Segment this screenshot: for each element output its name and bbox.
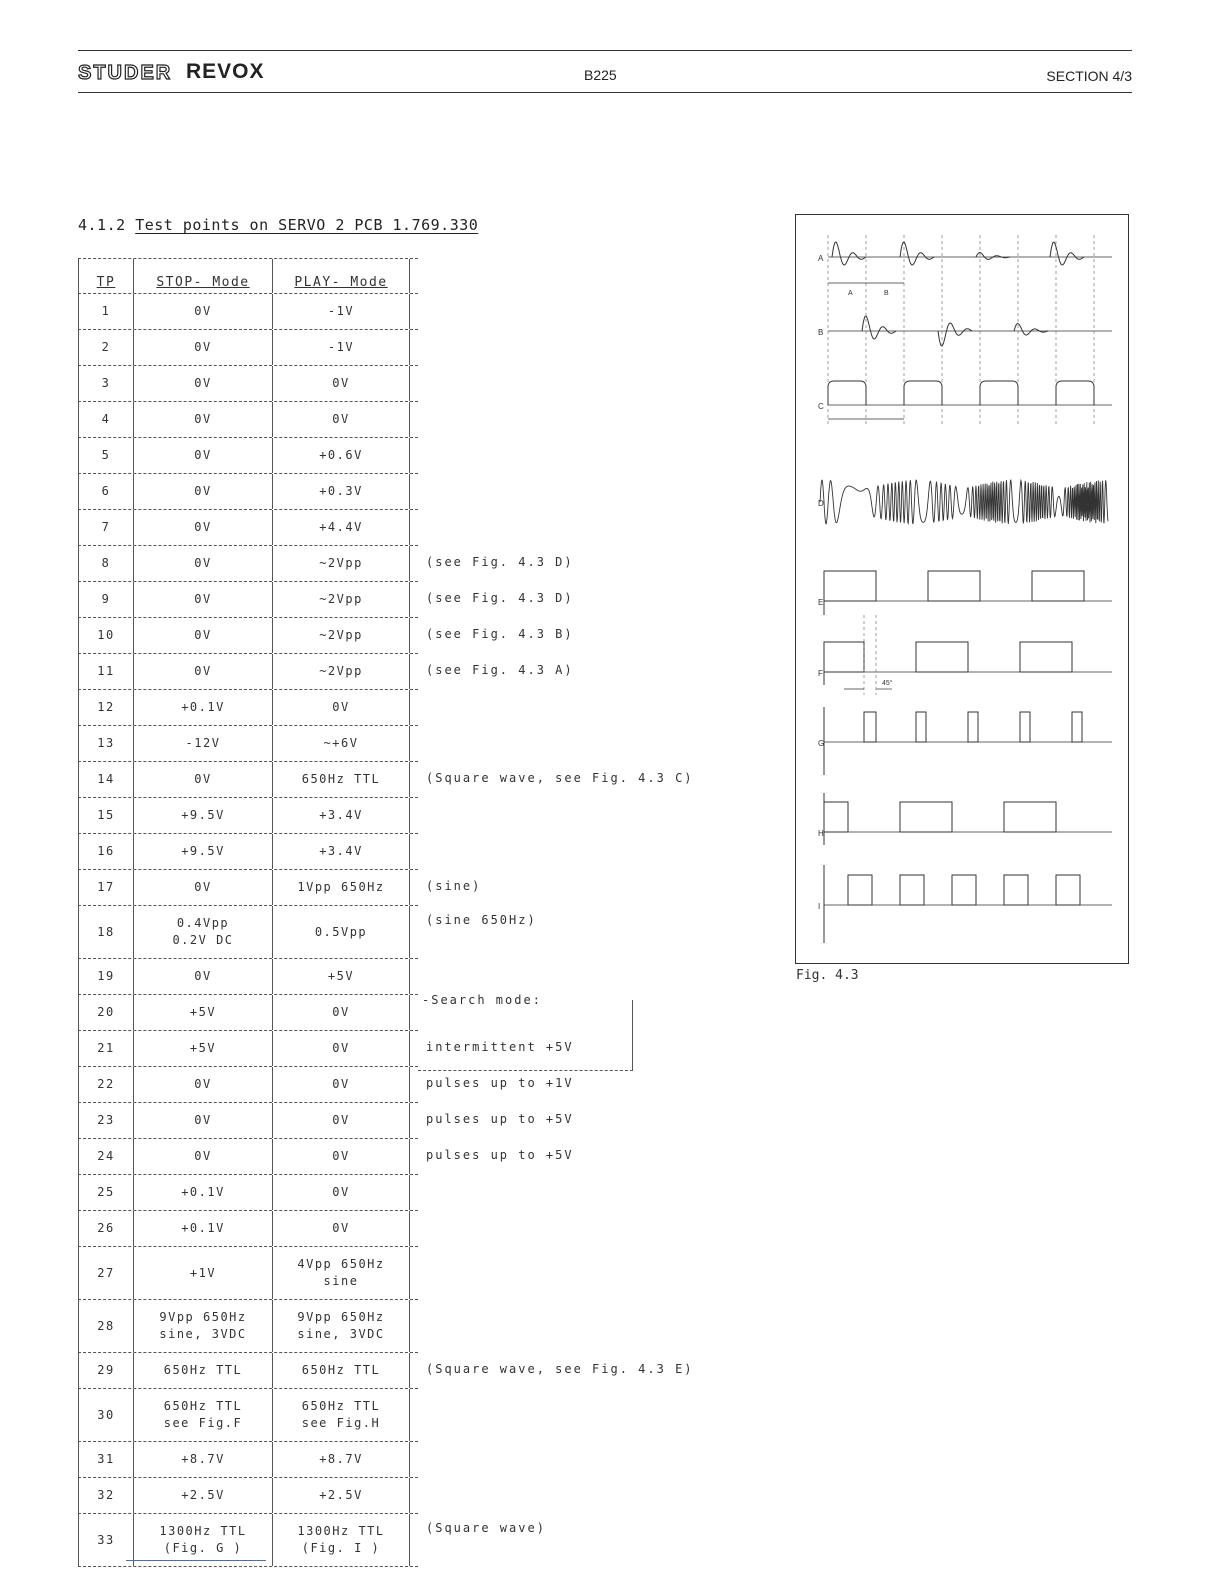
trace-i-pulse [1004, 875, 1028, 905]
cell-stop-mode-line: +0.1V [181, 1221, 225, 1235]
cell-stop-mode-line: 650Hz TTL [163, 1363, 243, 1377]
section-heading-number: 4.1.2 [78, 216, 126, 234]
cell-play-mode-line: ~2Vpp [319, 628, 363, 642]
trace-b-waveform [862, 316, 896, 339]
trace-c-pulse [828, 381, 866, 405]
cell-tp: 32 [79, 1478, 134, 1513]
cell-play-mode-line: 650Hz TTL [301, 772, 381, 786]
search-mode-label: -Search mode: [422, 993, 546, 1007]
cell-tp: 6 [79, 474, 134, 509]
table-row [78, 1300, 418, 1353]
cell-play-mode-line: 0V [332, 376, 350, 390]
cell-play-mode-line: 1Vpp 650Hz [297, 880, 385, 894]
trace-f-pulse [1020, 642, 1072, 672]
cell-play-mode [273, 870, 410, 905]
trace-i-pulse [952, 875, 976, 905]
cell-play-mode-line: +5V [327, 969, 355, 983]
table-row [78, 690, 418, 726]
section-heading-title: Test points on SERVO 2 PCB 1.769.330 [135, 216, 479, 234]
cell-play-mode-line: +3.4V [319, 844, 363, 858]
row-note: pulses up to +5V [426, 1147, 574, 1162]
cell-tp: 28 [79, 1300, 134, 1352]
cell-stop-mode [134, 1103, 273, 1138]
trace-b-waveform [938, 323, 972, 346]
cell-play-mode [273, 546, 410, 581]
cell-stop-mode [134, 618, 273, 653]
cell-stop-mode [134, 1442, 273, 1477]
cell-play-mode-line: -1V [327, 340, 355, 354]
trace-g-pulse [1072, 712, 1082, 742]
cell-play-mode-line: 0V [332, 1077, 350, 1091]
cell-stop-mode [134, 959, 273, 994]
cell-tp: 31 [79, 1442, 134, 1477]
cell-play-mode [273, 294, 410, 329]
cell-play-mode-line: 0V [332, 1041, 350, 1055]
trace-label-i: I [818, 902, 821, 911]
cell-play-mode [273, 1211, 410, 1246]
table-row [78, 1247, 418, 1300]
row-note: intermittent +5V [426, 1039, 574, 1054]
cell-play-mode-line: 0V [332, 1005, 350, 1019]
cell-stop-mode [134, 546, 273, 581]
cell-stop-mode-line: 0V [194, 304, 212, 318]
cell-stop-mode-line: -12V [185, 736, 221, 750]
cell-stop-mode [134, 402, 273, 437]
cell-tp: 14 [79, 762, 134, 797]
cell-stop-mode [134, 762, 273, 797]
cell-tp: 16 [79, 834, 134, 869]
footer-rule [126, 1560, 266, 1561]
cell-tp: 26 [79, 1211, 134, 1246]
cell-stop-mode-line: 1300Hz TTL [159, 1524, 247, 1538]
cell-play-mode [273, 654, 410, 689]
cell-play-mode [273, 474, 410, 509]
table-row [78, 906, 418, 959]
cell-tp: 18 [79, 906, 134, 958]
table-row [78, 1442, 418, 1478]
cell-stop-mode-line: +1V [189, 1265, 217, 1280]
cell-tp: 3 [79, 366, 134, 401]
cell-stop-mode [134, 726, 273, 761]
cell-stop-mode-line: +8.7V [181, 1452, 225, 1466]
cell-play-mode-line: +2.5V [319, 1488, 363, 1502]
table-row [78, 582, 418, 618]
cell-stop-mode-line: 0V [194, 412, 212, 426]
table-header-row [78, 259, 418, 294]
cell-stop-mode-line: 650Hz TTL [163, 1399, 243, 1413]
cell-play-mode-line: 0V [332, 1185, 350, 1199]
cell-stop-mode-line: 0V [194, 880, 212, 894]
table-row [78, 618, 418, 654]
table-row [78, 510, 418, 546]
cell-stop-mode [134, 510, 273, 545]
trace-e-pulse [928, 571, 980, 601]
cell-play-mode-line: 650Hz TTL [301, 1363, 381, 1377]
trace-i-pulse [848, 875, 872, 905]
cell-play-mode [273, 834, 410, 869]
interval-label: B [884, 290, 889, 297]
trace-d-waveform [820, 480, 1108, 524]
row-note: (Square wave, see Fig. 4.3 C) [426, 770, 694, 785]
table-row [78, 546, 418, 582]
cell-stop-mode [134, 834, 273, 869]
cell-tp: 24 [79, 1139, 134, 1174]
table-row [78, 762, 418, 798]
cell-tp: 22 [79, 1067, 134, 1102]
table-row [78, 726, 418, 762]
cell-tp: 25 [79, 1175, 134, 1210]
table-row [78, 402, 418, 438]
trace-label-c: C [818, 402, 824, 411]
cell-stop-mode [134, 654, 273, 689]
table-row [78, 834, 418, 870]
table-row [78, 474, 418, 510]
cell-tp: 20 [79, 995, 134, 1030]
cell-play-mode [273, 366, 410, 401]
cell-play-mode-line: 0V [332, 700, 350, 714]
cell-stop-mode-line: 0V [194, 376, 212, 390]
cell-play-mode-line: sine [323, 1274, 359, 1288]
row-note: (see Fig. 4.3 A) [426, 662, 574, 677]
trace-h-pulse [824, 802, 848, 832]
cell-play-mode-line: 9Vpp 650Hz [297, 1310, 385, 1324]
cell-play-mode [273, 510, 410, 545]
cell-stop-mode-line: +5V [189, 1005, 217, 1019]
cell-play-mode-line: +0.6V [319, 448, 363, 462]
column-header-tp: TP [79, 259, 134, 293]
cell-tp: 19 [79, 959, 134, 994]
table-row [78, 1031, 418, 1067]
cell-stop-mode [134, 366, 273, 401]
table-row [78, 438, 418, 474]
row-note: (see Fig. 4.3 B) [426, 626, 574, 641]
cell-tp: 13 [79, 726, 134, 761]
cell-play-mode [273, 1353, 410, 1388]
cell-play-mode [273, 726, 410, 761]
cell-play-mode-line: ~+6V [323, 736, 359, 750]
table-row [78, 1139, 418, 1175]
trace-g-pulse [968, 712, 978, 742]
cell-play-mode-line: ~2Vpp [319, 592, 363, 606]
cell-stop-mode-line: +5V [189, 1041, 217, 1055]
waveform-diagram [796, 215, 1128, 963]
cell-stop-mode [134, 1478, 273, 1513]
cell-stop-mode-line: +9.5V [181, 808, 225, 822]
cell-play-mode [273, 1139, 410, 1174]
cell-tp: 21 [79, 1031, 134, 1066]
cell-play-mode-line: ~2Vpp [319, 556, 363, 570]
table-row [78, 1353, 418, 1389]
cell-play-mode-line: -1V [327, 304, 355, 318]
cell-stop-mode-line: +2.5V [181, 1488, 225, 1502]
table-row [78, 654, 418, 690]
cell-stop-mode [134, 1389, 273, 1441]
studer-logo: STUDER [78, 62, 173, 84]
revox-logo: REVOX [186, 60, 265, 83]
cell-stop-mode-line: (Fig. G ) [163, 1541, 243, 1555]
cell-tp: 29 [79, 1353, 134, 1388]
cell-play-mode [273, 1300, 410, 1352]
row-note: (sine) [426, 878, 482, 893]
trace-c-pulse [980, 381, 1018, 405]
trace-f-pulse [824, 642, 864, 672]
trace-label-e: E [818, 598, 824, 607]
trace-e-pulse [824, 571, 876, 601]
cell-tp: 2 [79, 330, 134, 365]
row-note: (see Fig. 4.3 D) [426, 590, 574, 605]
cell-stop-mode [134, 1139, 273, 1174]
cell-play-mode-line: 1300Hz TTL [297, 1524, 385, 1538]
section-number: SECTION 4/3 [1046, 68, 1132, 84]
cell-stop-mode-line: 0V [194, 448, 212, 462]
waveform-figure [795, 214, 1129, 964]
row-note: (Square wave) [426, 1521, 546, 1535]
cell-stop-mode-line: 0V [194, 628, 212, 642]
table-row [78, 870, 418, 906]
cell-stop-mode-line: 0V [194, 1149, 212, 1163]
cell-stop-mode [134, 1514, 273, 1566]
cell-tp: 17 [79, 870, 134, 905]
trace-label-g: G [818, 739, 825, 748]
cell-play-mode [273, 995, 410, 1030]
cell-stop-mode [134, 330, 273, 365]
cell-tp: 11 [79, 654, 134, 689]
trace-h-pulse [1004, 802, 1056, 832]
cell-tp: 7 [79, 510, 134, 545]
cell-stop-mode [134, 1031, 273, 1066]
table-row [78, 995, 418, 1031]
cell-play-mode [273, 438, 410, 473]
cell-stop-mode [134, 294, 273, 329]
cell-play-mode-line: 0V [332, 1149, 350, 1163]
cell-play-mode-line: sine, 3VDC [297, 1327, 385, 1341]
cell-stop-mode-line: +0.1V [181, 700, 225, 714]
trace-i-pulse [1056, 875, 1080, 905]
cell-play-mode-line: ~2Vpp [319, 664, 363, 678]
trace-h-pulse [900, 802, 952, 832]
cell-play-mode [273, 1514, 410, 1566]
row-note: (see Fig. 4.3 D) [426, 554, 574, 569]
table-row [78, 366, 418, 402]
trace-a-waveform [900, 242, 934, 265]
cell-stop-mode [134, 690, 273, 725]
cell-stop-mode-line: 0.2V DC [172, 933, 234, 947]
cell-stop-mode-line: 0V [194, 772, 212, 786]
cell-play-mode [273, 330, 410, 365]
trace-i-pulse [900, 875, 924, 905]
cell-stop-mode-line: 9Vpp 650Hz [159, 1310, 247, 1324]
trace-label-f: F [818, 669, 823, 678]
cell-stop-mode [134, 474, 273, 509]
cell-stop-mode-line: +9.5V [181, 844, 225, 858]
table-row [78, 1211, 418, 1247]
table-row [78, 959, 418, 995]
cell-stop-mode-line: 0V [194, 340, 212, 354]
interval-label: A [848, 290, 853, 297]
cell-play-mode [273, 1103, 410, 1138]
trace-g-pulse [1020, 712, 1030, 742]
cell-tp: 33 [79, 1514, 134, 1566]
model-number: B225 [584, 67, 617, 83]
table-row [78, 294, 418, 330]
table-row [78, 330, 418, 366]
cell-play-mode [273, 762, 410, 797]
cell-play-mode-line: 0.5Vpp [314, 924, 368, 939]
table-row [78, 798, 418, 834]
row-note: pulses up to +5V [426, 1111, 574, 1126]
cell-stop-mode-line: 0V [194, 1113, 212, 1127]
trace-g-pulse [864, 712, 876, 742]
cell-stop-mode-line: 0V [194, 592, 212, 606]
trace-a-waveform [976, 253, 1010, 260]
cell-play-mode [273, 1478, 410, 1513]
test-points-table [78, 258, 418, 1567]
cell-play-mode [273, 1175, 410, 1210]
cell-play-mode-line: see Fig.H [301, 1416, 381, 1430]
cell-play-mode [273, 1389, 410, 1441]
cell-play-mode [273, 1067, 410, 1102]
trace-label-a: A [818, 254, 824, 263]
trace-g-pulse [916, 712, 926, 742]
cell-stop-mode [134, 1247, 273, 1299]
cell-stop-mode-line: 0V [194, 520, 212, 534]
cell-stop-mode [134, 1067, 273, 1102]
table-row [78, 1067, 418, 1103]
table-row [78, 1103, 418, 1139]
row-note: (Square wave, see Fig. 4.3 E) [426, 1361, 694, 1376]
row-note: (sine 650Hz) [426, 913, 537, 927]
column-header-stop-mode: STOP- Mode [134, 259, 273, 293]
cell-play-mode [273, 798, 410, 833]
trace-c-pulse [904, 381, 942, 405]
trace-e-pulse [1032, 571, 1084, 601]
phase-label: 45° [882, 680, 893, 687]
header-bottom-rule [78, 92, 1132, 93]
trace-f-pulse [916, 642, 968, 672]
cell-play-mode [273, 618, 410, 653]
cell-play-mode [273, 690, 410, 725]
cell-stop-mode [134, 1175, 273, 1210]
cell-play-mode [273, 402, 410, 437]
cell-tp: 15 [79, 798, 134, 833]
cell-play-mode-line: 0V [332, 412, 350, 426]
cell-stop-mode-line: 0V [194, 556, 212, 570]
cell-stop-mode-line: 0V [194, 969, 212, 983]
cell-play-mode [273, 582, 410, 617]
cell-tp: 12 [79, 690, 134, 725]
cell-play-mode [273, 906, 410, 958]
cell-tp: 10 [79, 618, 134, 653]
cell-stop-mode [134, 582, 273, 617]
cell-stop-mode-line: see Fig.F [163, 1416, 243, 1430]
table-row [78, 1478, 418, 1514]
cell-tp: 8 [79, 546, 134, 581]
trace-b-waveform [1014, 324, 1048, 335]
cell-stop-mode [134, 906, 273, 958]
cell-stop-mode [134, 438, 273, 473]
cell-play-mode [273, 1442, 410, 1477]
cell-play-mode-line: 0V [332, 1113, 350, 1127]
cell-play-mode-line: 650Hz TTL [301, 1399, 381, 1413]
cell-tp: 27 [79, 1247, 134, 1299]
cell-stop-mode [134, 1300, 273, 1352]
cell-play-mode-line: +8.7V [319, 1452, 363, 1466]
cell-stop-mode [134, 1211, 273, 1246]
cell-tp: 9 [79, 582, 134, 617]
cell-tp: 1 [79, 294, 134, 329]
cell-play-mode-line: +0.3V [319, 484, 363, 498]
cell-play-mode [273, 1247, 410, 1299]
trace-a-waveform [832, 242, 866, 265]
cell-tp: 30 [79, 1389, 134, 1441]
cell-play-mode [273, 1031, 410, 1066]
cell-play-mode [273, 959, 410, 994]
cell-play-mode-line: (Fig. I ) [301, 1541, 381, 1555]
cell-stop-mode-line: sine, 3VDC [159, 1327, 247, 1341]
header-top-rule [78, 50, 1132, 51]
cell-stop-mode [134, 1353, 273, 1388]
table-row [78, 1175, 418, 1211]
cell-tp: 4 [79, 402, 134, 437]
cell-stop-mode-line: +0.1V [181, 1185, 225, 1199]
search-mode-bracket [418, 1000, 633, 1071]
trace-label-h: H [818, 829, 824, 838]
figure-caption: Fig. 4.3 [796, 968, 859, 983]
cell-stop-mode [134, 870, 273, 905]
trace-label-d: D [818, 499, 824, 508]
table-row [78, 1389, 418, 1442]
cell-tp: 5 [79, 438, 134, 473]
cell-stop-mode [134, 798, 273, 833]
row-note: pulses up to +1V [426, 1075, 574, 1090]
cell-stop-mode-line: 0.4Vpp [176, 916, 230, 930]
cell-stop-mode-line: 0V [194, 664, 212, 678]
column-header-play-mode: PLAY- Mode [273, 259, 410, 293]
section-heading [78, 216, 478, 234]
cell-play-mode-line: +4.4V [319, 520, 363, 534]
cell-play-mode-line: 0V [332, 1221, 350, 1235]
trace-a-waveform [1050, 242, 1084, 265]
cell-play-mode-line: +3.4V [319, 808, 363, 822]
cell-play-mode-line: 4Vpp 650Hz [297, 1257, 385, 1271]
trace-c-pulse [1056, 381, 1094, 405]
cell-tp: 23 [79, 1103, 134, 1138]
cell-stop-mode-line: 0V [194, 1077, 212, 1091]
trace-label-b: B [818, 328, 824, 337]
cell-stop-mode [134, 995, 273, 1030]
cell-stop-mode-line: 0V [194, 484, 212, 498]
